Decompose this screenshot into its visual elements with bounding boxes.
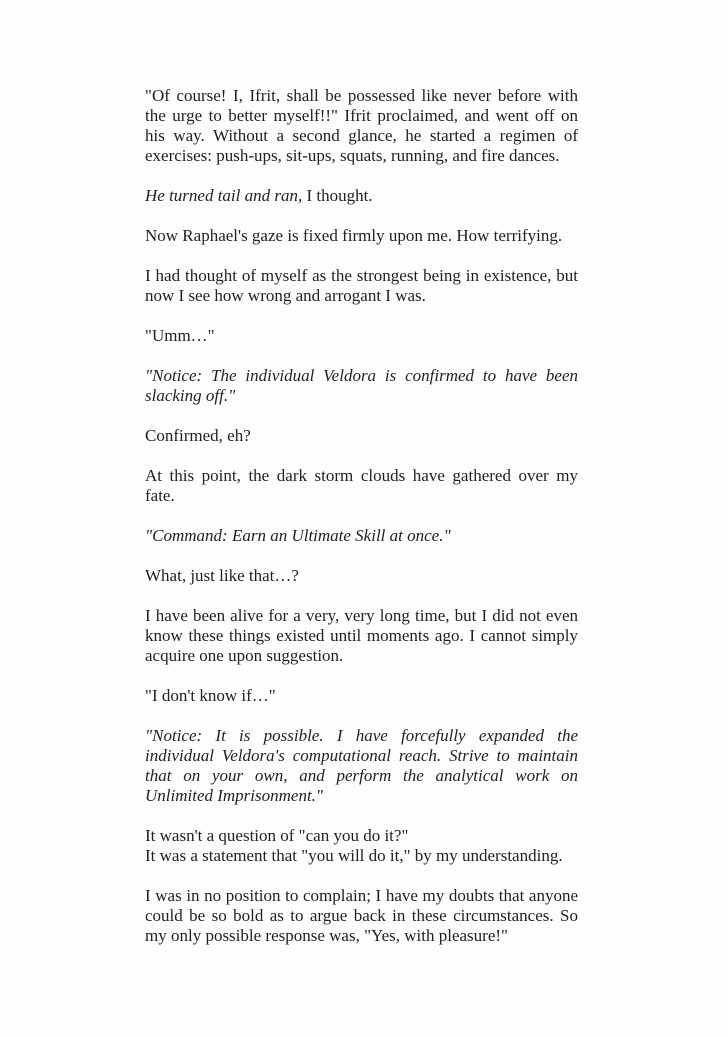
text-run: "Command: Earn an Ultimate Skill at once.": [145, 526, 451, 545]
text-run: He turned tail and ran,: [145, 186, 303, 205]
paragraph: [145, 686, 578, 706]
text-run: "I don't know if…": [145, 686, 276, 705]
text-column: [145, 86, 578, 946]
paragraph: [145, 526, 578, 546]
paragraph: [145, 266, 578, 306]
paragraph: [145, 326, 578, 346]
paragraph: [145, 826, 578, 866]
text-run: It was a statement that "you will do it," by my understanding.: [145, 846, 563, 865]
paragraph: [145, 726, 578, 806]
paragraph: [145, 886, 578, 946]
paragraph: [145, 86, 578, 166]
text-run: I thought.: [302, 186, 373, 205]
paragraph: [145, 226, 578, 246]
text-run: At this point, the dark storm clouds have gathered over my fate.: [145, 466, 578, 505]
paragraph: [145, 466, 578, 506]
paragraph: [145, 186, 578, 206]
text-run: "Of course! I, Ifrit, shall be possessed like never before with the urge to better myself!!" Ifrit proclaimed, and went off on his way. Without a second glance, he started a regimen of exercises: push-ups, sit-ups, squats, running, and fire dances.: [145, 86, 578, 165]
text-run: "Notice: The individual Veldora is confirmed to have been slacking off.": [145, 366, 578, 405]
text-run: I have been alive for a very, very long time, but I did not even know these things existed until moments ago. I cannot simply acquire one upon suggestion.: [145, 606, 578, 665]
paragraph: [145, 366, 578, 406]
text-run: What, just like that…?: [145, 566, 299, 585]
paragraph: [145, 426, 578, 446]
paragraph: [145, 606, 578, 666]
text-run: I was in no position to complain; I have my doubts that anyone could be so bold as to argue back in these circumstances. So my only possible response was, "Yes, with pleasure!": [145, 886, 578, 945]
text-run: "Notice: It is possible. I have forcefully expanded the individual Veldora's computational reach. Strive to maintain that on your own, and perform the analytical work on Unlimited Imprisonment.": [145, 726, 578, 805]
text-run: "Umm…": [145, 326, 215, 345]
text-run: It wasn't a question of "can you do it?": [145, 826, 409, 845]
text-run: I had thought of myself as the strongest being in existence, but now I see how wrong and arrogant I was.: [145, 266, 578, 305]
text-run: Now Raphael's gaze is fixed firmly upon me. How terrifying.: [145, 226, 563, 245]
paragraph: [145, 566, 578, 586]
text-run: Confirmed, eh?: [145, 426, 251, 445]
